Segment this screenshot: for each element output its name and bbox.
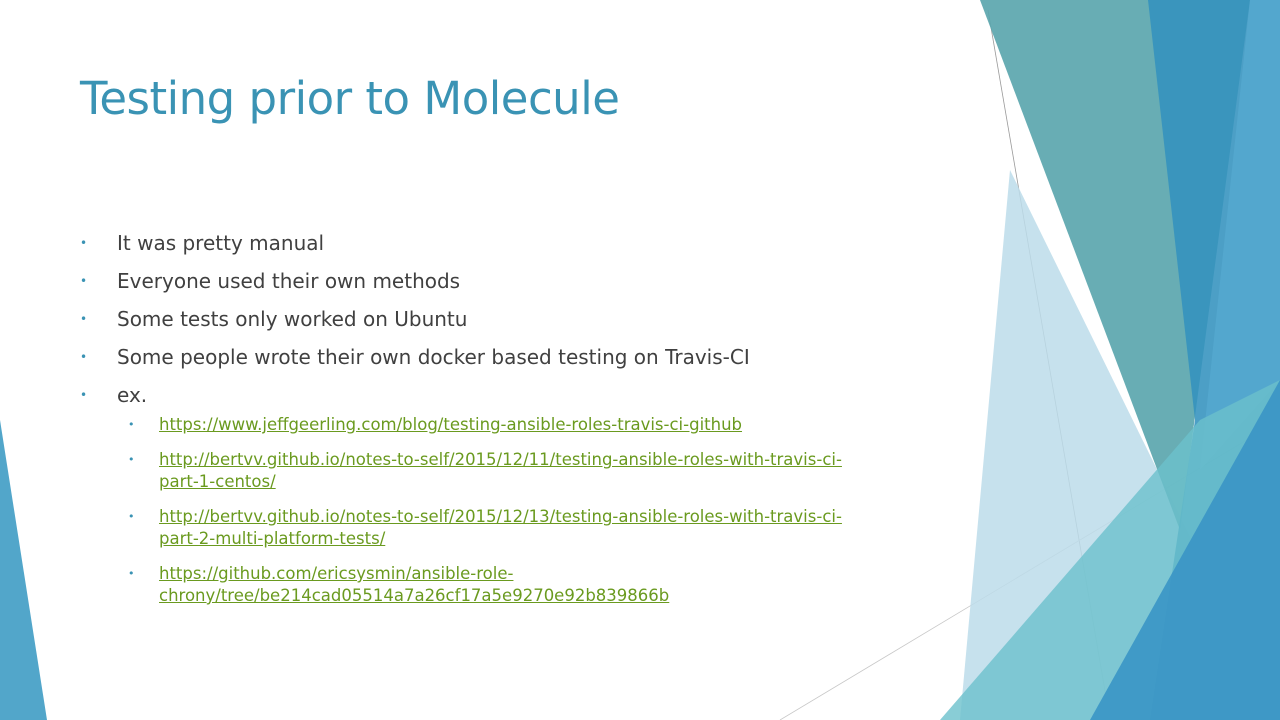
bullet-marker: • — [80, 236, 88, 250]
bullet-text: It was pretty manual — [117, 231, 325, 255]
bullet-item — [80, 228, 950, 258]
left-edge-triangle — [0, 420, 47, 720]
link-ericsysmin-chrony[interactable] — [159, 564, 669, 605]
bullet-item — [80, 380, 950, 607]
bullet-item — [80, 342, 950, 372]
link-text-line1: https://github.com/ericsysmin/ansible-role- — [159, 564, 514, 583]
link-item — [80, 449, 950, 493]
bullet-text: Some tests only worked on Ubuntu — [117, 307, 468, 331]
bullet-marker: • — [80, 350, 88, 364]
bullet-marker: • — [80, 312, 88, 326]
link-jeffgeerling[interactable] — [159, 415, 742, 434]
link-text-line1: https://www.jeffgeerling.com/blog/testing-ansible-roles-travis-ci-github — [159, 415, 743, 434]
bullet-text: Everyone used their own methods — [117, 269, 461, 293]
link-bertvv-part-1[interactable] — [159, 450, 842, 491]
bullet-item — [80, 266, 950, 296]
link-text-line1: http://bertvv.github.io/notes-to-self/2015/12/13/testing-ansible-roles-with-travis-ci- — [159, 507, 842, 526]
sub-bullet-marker: • — [128, 567, 135, 580]
link-item — [80, 414, 950, 436]
bullet-marker: • — [80, 274, 88, 288]
link-text-line2: part-1-centos/ — [159, 472, 276, 491]
bullet-text: ex. — [117, 383, 148, 407]
link-text-line2: chrony/tree/be214cad05514a7a26cf17a5e9270e92b839866b — [159, 586, 670, 605]
link-item — [80, 506, 950, 550]
bullet-marker: • — [80, 388, 88, 402]
link-text-line1: http://bertvv.github.io/notes-to-self/2015/12/11/testing-ansible-roles-with-travis-ci- — [159, 450, 842, 469]
bullet-list — [80, 228, 950, 620]
sub-bullet-marker: • — [128, 510, 135, 523]
link-list — [117, 414, 950, 607]
bullet-text: Some people wrote their own docker based testing on Travis-CI — [117, 345, 750, 369]
sub-bullet-marker: • — [128, 453, 135, 466]
link-text-line2: part-2-multi-platform-tests/ — [159, 529, 386, 548]
sub-bullet-marker: • — [128, 418, 135, 431]
link-bertvv-part-2[interactable] — [159, 507, 842, 548]
link-item — [80, 563, 950, 607]
bullet-item — [80, 304, 950, 334]
slide-title: Testing prior to Molecule — [80, 72, 620, 125]
